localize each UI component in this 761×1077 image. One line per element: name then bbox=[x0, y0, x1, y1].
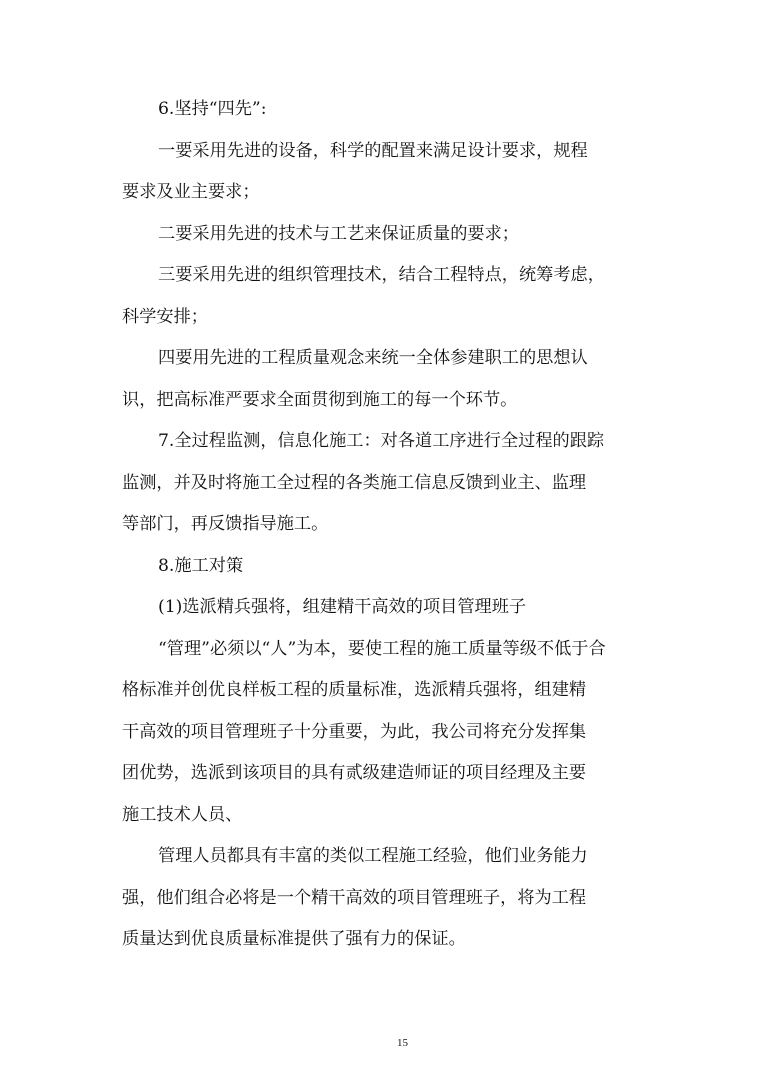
text-line: 7.全过程监测，信息化施工：对各道工序进行全过程的跟踪 bbox=[158, 431, 605, 451]
document-body bbox=[122, 89, 642, 961]
text-line: 8.施工对策 bbox=[158, 555, 244, 576]
text-line: 强，他们组合必将是一个精干高效的项目管理班子，将为工程 bbox=[122, 887, 587, 908]
text-line: 要求及业主要求； bbox=[122, 182, 260, 202]
paragraph bbox=[122, 546, 642, 588]
text-line: 监测，并及时将施工全过程的各类施工信息反馈到业主、监理 bbox=[122, 472, 587, 493]
text-line: 等部门，再反馈指导施工。 bbox=[122, 514, 329, 534]
text-line: 一要采用先进的设备，科学的配置来满足设计要求，规程 bbox=[158, 140, 588, 161]
text-line: 质量达到优良质量标准提供了强有力的保证。 bbox=[122, 929, 466, 949]
text-line: 管理人员都具有丰富的类似工程施工经验，他们业务能力 bbox=[158, 846, 588, 866]
text-line: 格标准并创优良样板工程的质量标准，选派精兵强将，组建精 bbox=[122, 680, 587, 700]
paragraph bbox=[122, 421, 642, 546]
text-line: 二要采用先进的技术与工艺来保证质量的要求； bbox=[158, 223, 519, 244]
paragraph bbox=[122, 587, 642, 629]
text-line: 三要采用先进的组织管理技术，结合工程特点，统筹考虑， bbox=[158, 265, 605, 285]
page-number: 15 bbox=[397, 1037, 408, 1049]
text-line: 四要用先进的工程质量观念来统一全体参建职工的思想认 bbox=[158, 348, 588, 368]
paragraph bbox=[122, 338, 642, 421]
paragraph bbox=[122, 836, 642, 961]
paragraph bbox=[122, 214, 642, 256]
text-line: 施工技术人员、 bbox=[122, 804, 243, 825]
text-line: 干高效的项目管理班子十分重要，为此，我公司将充分发挥集 bbox=[122, 721, 587, 742]
text-line: “管理”必须以“人”为本，要使工程的施工质量等级不低于合 bbox=[158, 638, 606, 659]
paragraph bbox=[122, 629, 642, 837]
text-line: (1)选派精兵强将，组建精干高效的项目管理班子 bbox=[158, 597, 527, 617]
paragraph bbox=[122, 89, 642, 131]
paragraph bbox=[122, 255, 642, 338]
paragraph bbox=[122, 131, 642, 214]
text-line: 识，把高标准严要求全面贯彻到施工的每一个环节。 bbox=[122, 389, 518, 410]
text-line: 科学安排； bbox=[122, 306, 208, 327]
text-line: 6.坚持“四先”: bbox=[158, 99, 267, 119]
text-line: 团优势，选派到该项目的具有贰级建造师证的项目经理及主要 bbox=[122, 763, 587, 783]
